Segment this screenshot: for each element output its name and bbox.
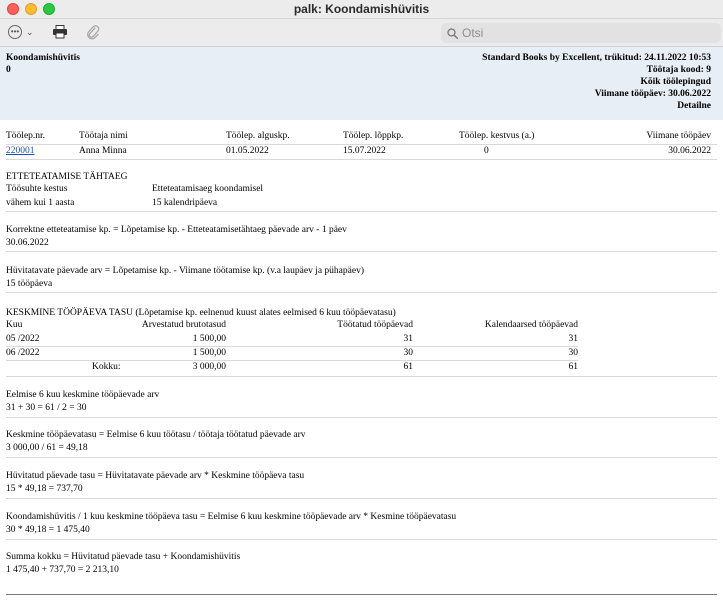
calc-formula: Eelmise 6 kuu keskmine tööpäevade arv — [6, 390, 160, 400]
divider — [6, 346, 578, 347]
divider — [6, 292, 717, 293]
divider — [6, 144, 717, 145]
divider — [6, 211, 717, 212]
notice-duration-value: vähem kui 1 aasta — [6, 198, 75, 208]
more-actions-button[interactable] — [8, 23, 34, 41]
title-bar — [0, 0, 723, 19]
report-header — [0, 47, 723, 120]
col-header-end-date: Töölep. lõppkp. — [343, 131, 404, 141]
search-input[interactable] — [462, 26, 702, 40]
notice-section-title: ETTETEATAMISE TÄHTAEG — [6, 172, 128, 182]
calc-value: 31 + 30 = 61 / 2 = 30 — [6, 403, 87, 413]
report-total-value: 0 — [6, 65, 11, 75]
avg-pay-worked-days: 30 — [403, 348, 413, 358]
calc-value: 1 475,40 + 737,70 = 2 213,10 — [6, 565, 119, 575]
col-header-contract-nr: Töölep.nr. — [6, 131, 46, 141]
employee-name: Anna Minna — [79, 146, 127, 156]
contracts-filter: Kõik töölepingud — [640, 77, 711, 87]
paperclip-icon — [86, 24, 100, 40]
report-title: Koondamishüvitis — [6, 53, 80, 63]
col-header-calendar-days: Kalendaarsed tööpäevad — [484, 320, 578, 330]
contract-start-date: 01.05.2022 — [226, 146, 269, 156]
compensated-days-formula: Hüvitatavate päevade arv = Lõpetamise kp. - Viimane töötamise kp. (v.a laupäev ja pühapäev) — [6, 266, 364, 276]
printer-icon — [52, 25, 68, 39]
last-workday-value: 30.06.2022 — [668, 146, 711, 156]
calc-formula: Keskmine tööpäevatasu = Eelmise 6 kuu töötasu / töötaja töötatud päevade arv — [6, 430, 306, 440]
calc-value: 3 000,00 / 61 = 49,18 — [6, 443, 88, 453]
avg-pay-month: 05 /2022 — [6, 334, 40, 344]
calc-formula: Koondamishüvitis / 1 kuu keskmine tööpäeva tasu = Eelmise 6 kuu keskmine tööpäevade arv * Kesmine tööpäevatasu — [6, 512, 457, 522]
divider — [6, 360, 578, 361]
notice-period-label: Etteteatamisaeg koondamisel — [152, 184, 264, 194]
corrected-notice-value: 30.06.2022 — [6, 238, 49, 248]
calc-formula: Summa kokku = Hüvitatud päevade tasu + Koondamishüvitis — [6, 552, 241, 562]
report-detail-level: Detailne — [677, 101, 711, 111]
corrected-notice-formula: Korrektne etteteatamise kp. = Lõpetamise kp. - Etteteatamisetähtaeg päevade arv - 1 päev — [6, 225, 347, 235]
col-header-gross: Arvestatud brutotasud — [141, 320, 226, 330]
avg-pay-gross: 1 500,00 — [192, 334, 226, 344]
compensated-days-value: 15 tööpäeva — [6, 279, 53, 289]
divider — [6, 539, 717, 540]
divider — [6, 457, 717, 458]
calc-value: 15 * 49,18 = 737,70 — [6, 484, 83, 494]
contract-end-date: 15.07.2022 — [343, 146, 386, 156]
col-header-start-date: Töölep. alguskp. — [226, 131, 290, 141]
avg-pay-gross: 1 500,00 — [192, 348, 226, 358]
avg-pay-total-worked-days: 61 — [403, 362, 413, 372]
print-info: Standard Books by Excellent, trükitud: 24.11.2022 10:53 — [482, 53, 711, 63]
toolbar — [0, 19, 723, 47]
report-end-rule — [6, 594, 717, 595]
calc-formula: Hüvitatud päevade tasu = Hüvitatavate päevade arv * Keskmine tööpäeva tasu — [6, 471, 305, 481]
search-field[interactable] — [441, 23, 721, 43]
col-header-month: Kuu — [6, 320, 23, 330]
window-title: palk: Koondamishüvitis — [293, 2, 430, 16]
avg-pay-total-gross: 3 000,00 — [192, 362, 226, 372]
avg-pay-worked-days: 31 — [403, 334, 413, 344]
report-header-right — [482, 52, 711, 112]
last-workday: Viimane tööpäev: 30.06.2022 — [594, 89, 711, 99]
avg-pay-total-calendar-days: 61 — [568, 362, 578, 372]
search-icon — [447, 28, 458, 39]
divider — [6, 376, 717, 377]
avg-pay-calendar-days: 31 — [568, 334, 578, 344]
divider — [6, 498, 717, 499]
report-header-left — [6, 52, 80, 76]
avg-pay-total-label: Kokku: — [92, 362, 121, 372]
attach-button[interactable] — [86, 23, 100, 41]
avg-pay-title: KESKMINE TÖÖPÄEVA TASU (Lõpetamise kp. eelnenud kuust alates eelmised 6 kuu tööpäevatasu) — [6, 308, 396, 318]
divider — [6, 417, 717, 418]
chevron-down-icon: ⌄ — [26, 26, 34, 37]
avg-pay-month: 06 /2022 — [6, 348, 40, 358]
divider — [6, 251, 717, 252]
contract-number-link[interactable]: 220001 — [6, 146, 35, 156]
col-header-employee-name: Töötaja nimi — [79, 131, 128, 141]
divider — [6, 159, 717, 160]
print-button[interactable] — [52, 23, 68, 41]
col-header-last-workday: Viimane tööpäev — [646, 131, 711, 141]
calc-value: 30 * 49,18 = 1 475,40 — [6, 525, 90, 535]
ellipsis-icon: ••• — [8, 25, 22, 39]
avg-pay-calendar-days: 30 — [568, 348, 578, 358]
contract-duration: 0 — [484, 146, 489, 156]
col-header-worked-days: Töötatud tööpäevad — [337, 320, 413, 330]
notice-period-value: 15 kalendripäeva — [152, 198, 218, 208]
col-header-duration: Töölep. kestvus (a.) — [459, 131, 535, 141]
notice-duration-label: Töösuhte kestus — [6, 184, 68, 194]
employee-code: Töötaja kood: 9 — [646, 65, 711, 75]
